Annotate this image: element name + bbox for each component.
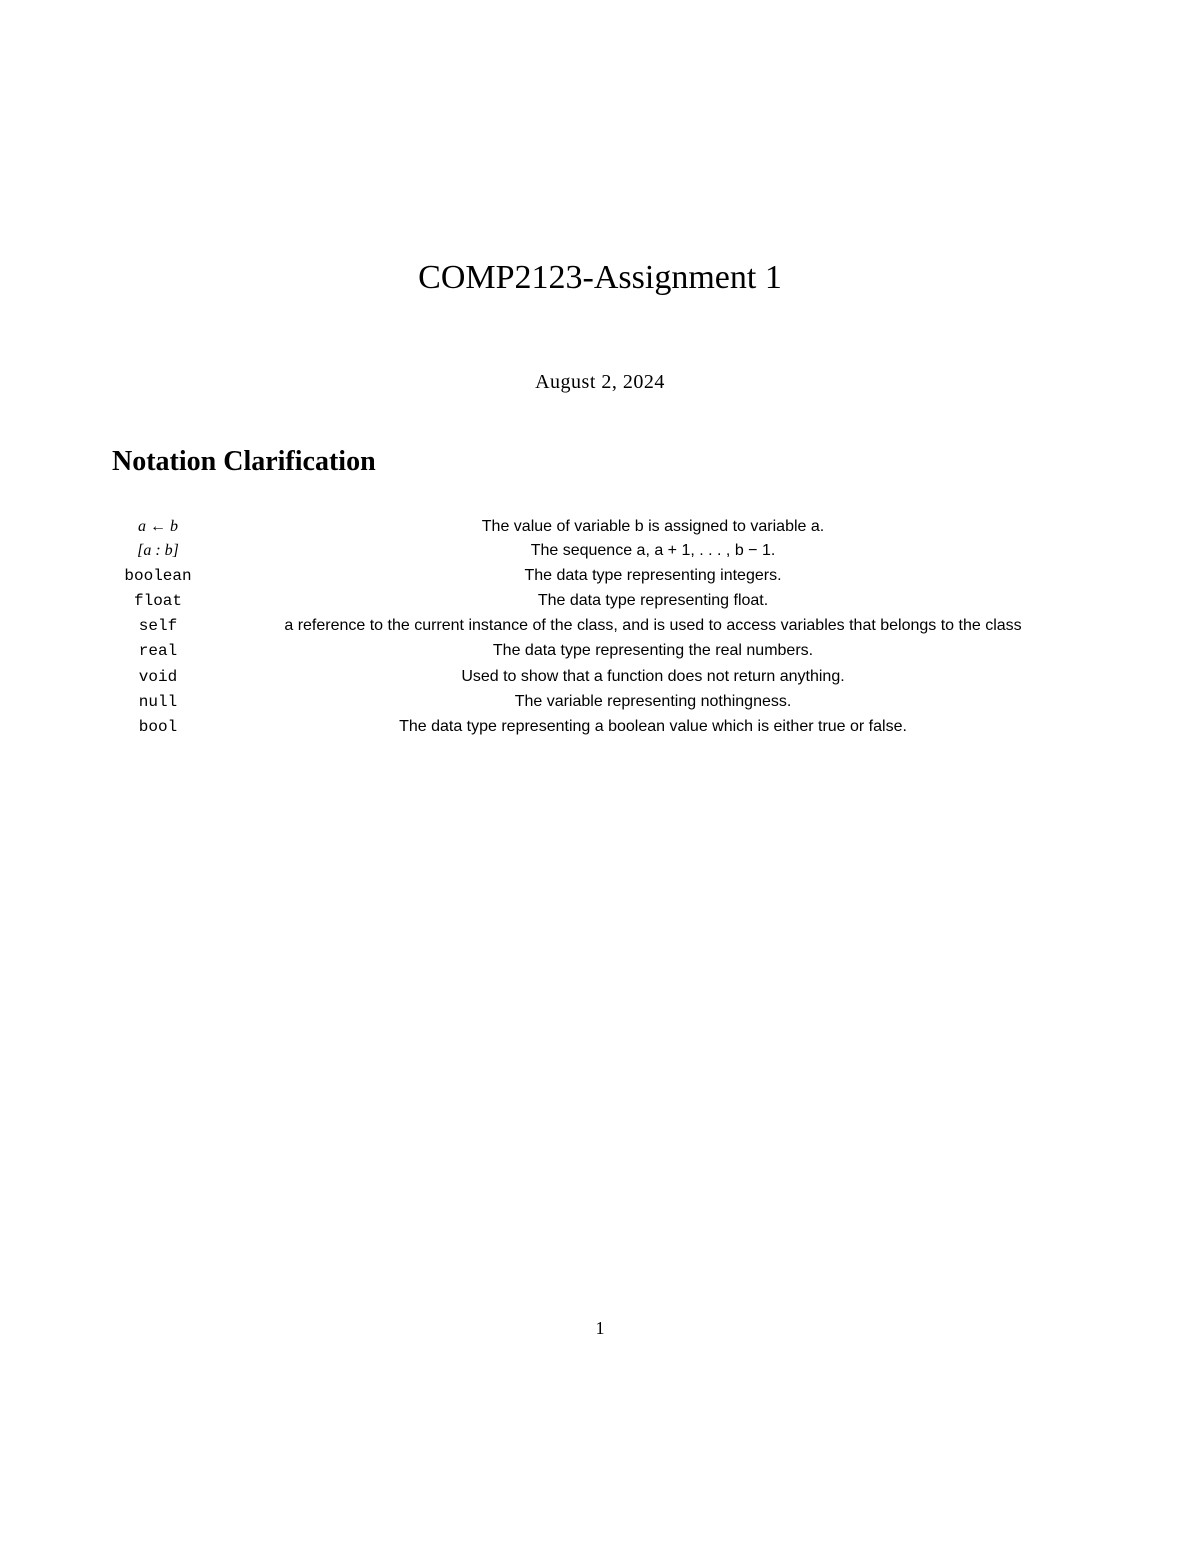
notation-row: [112, 714, 1102, 739]
notation-symbol: null: [138, 693, 178, 712]
notation-symbol-cell: [112, 689, 204, 714]
notation-row: [112, 664, 1102, 689]
notation-symbol-cell: [112, 588, 204, 613]
notation-row: [112, 638, 1102, 663]
notation-description: The value of variable b is assigned to variable a.: [481, 517, 825, 535]
notation-description: The data type representing the real numbers.: [492, 642, 814, 660]
notation-symbol: void: [138, 667, 178, 686]
notation-row: [112, 613, 1102, 638]
notation-symbol-cell: [112, 714, 204, 739]
notation-symbol: boolean: [124, 566, 192, 585]
notation-description: The data type representing a boolean value which is either true or false.: [399, 718, 907, 736]
notation-row: [112, 514, 1102, 538]
notation-description: The sequence a, a + 1, . . . , b − 1.: [530, 541, 776, 559]
notation-row: [112, 563, 1102, 588]
notation-symbol-cell: [112, 514, 204, 538]
notation-symbol-cell: [112, 664, 204, 689]
notation-description: The variable representing nothingness.: [514, 693, 792, 711]
page-number: 1: [595, 1318, 605, 1338]
section-heading: Notation Clarification: [112, 446, 376, 477]
notation-description: The data type representing integers.: [524, 566, 782, 584]
notation-symbol: self: [138, 617, 178, 636]
notation-symbol: real: [138, 642, 178, 661]
document-title: COMP2123-Assignment 1: [418, 259, 782, 296]
notation-symbol: [a : b]: [137, 542, 179, 560]
document-date: August 2, 2024: [535, 371, 665, 393]
notation-symbol: bool: [138, 718, 178, 737]
notation-description: a reference to the current instance of the class, and is used to access variables that belongs to the class: [284, 617, 1022, 635]
notation-row: [112, 538, 1102, 562]
notation-description: Used to show that a function does not return anything.: [461, 667, 845, 685]
notation-symbol-cell: [112, 613, 204, 638]
notation-row: [112, 689, 1102, 714]
notation-symbol: float: [133, 591, 182, 610]
notation-table: [112, 514, 1102, 740]
notation-symbol: a ← b: [138, 518, 178, 535]
notation-symbol-cell: [112, 563, 204, 588]
notation-symbol-cell: [112, 538, 204, 562]
notation-symbol-cell: [112, 638, 204, 663]
notation-description: The data type representing float.: [537, 591, 769, 609]
notation-row: [112, 588, 1102, 613]
